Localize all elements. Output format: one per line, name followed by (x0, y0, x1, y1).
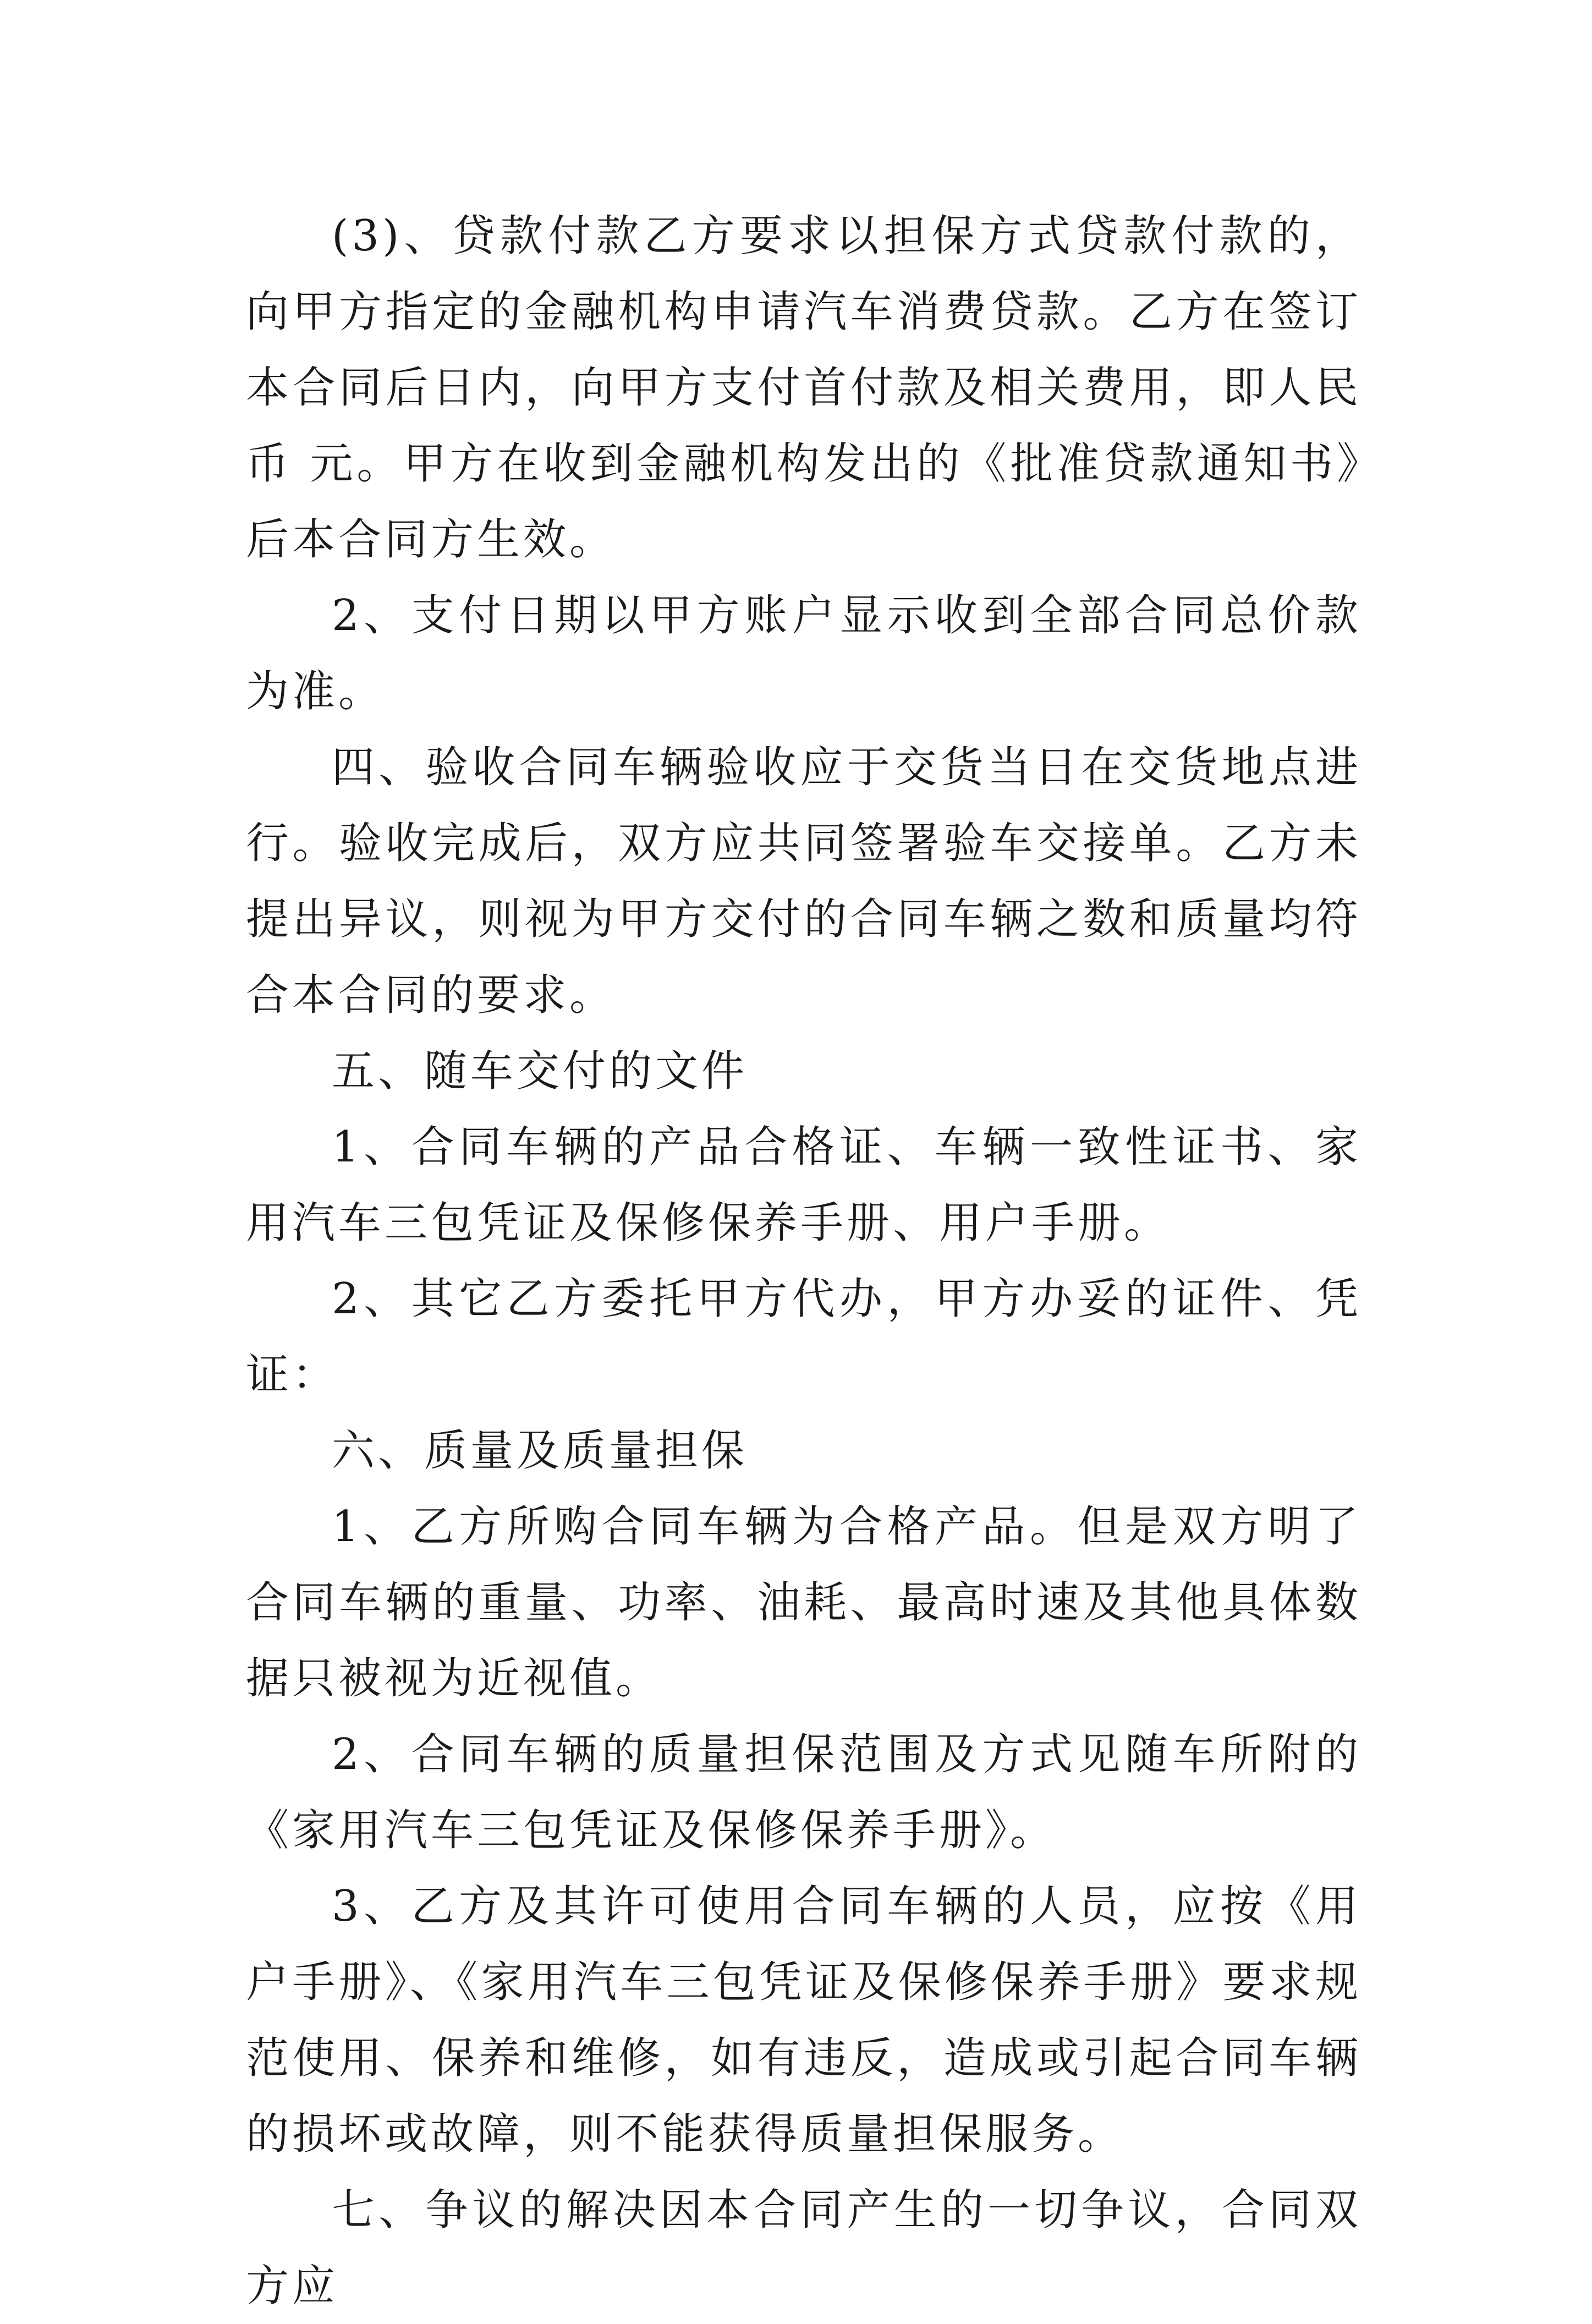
paragraph-quality-item-2: 2、合同车辆的质量担保范围及方式见随车所附的《家用汽车三包凭证及保修保养手册》。 (246, 1730, 1362, 1855)
paragraph-documents-item-1: 1、合同车辆的产品合格证、车辆一致性证书、家用汽车三包凭证及保修保养手册、用户手册。 (246, 1122, 1362, 1248)
paragraph-quality-item-1: 1、乙方所购合同车辆为合格产品。但是双方明了合同车辆的重量、功率、油耗、最高时速及其他具体数据只被视为近视值。 (246, 1502, 1362, 1703)
heading-section-5-documents: 五、随车交付的文件 (332, 1046, 748, 1096)
paragraph-section-4-acceptance: 四、验收合同车辆验收应于交货当日在交货地点进行。验收完成后，双方应共同签署验车交接单。乙方未提出异议，则视为甲方交付的合同车辆之数和质量均符合本合同的要求。 (246, 743, 1362, 1020)
heading-section-6-quality: 六、质量及质量担保 (332, 1426, 748, 1476)
paragraph-payment-date: 2、支付日期以甲方账户显示收到全部合同总价款为准。 (246, 591, 1362, 716)
paragraph-loan-payment: (3)、贷款付款乙方要求以担保方式贷款付款的，向甲方指定的金融机构申请汽车消费贷款。乙方在签订本合同后日内，向甲方支付首付款及相关费用，即人民币 元。甲方在收到金融机构发出的《批准贷款通知书》后本合同方生效。 (246, 211, 1362, 564)
paragraph-documents-item-2: 2、其它乙方委托甲方代办，甲方办妥的证件、凭证： (246, 1274, 1362, 1400)
contract-body-text (246, 198, 1362, 2324)
paragraph-section-7-disputes: 七、争议的解决因本合同产生的一切争议，合同双方应 (246, 2185, 1362, 2311)
paragraph-quality-item-3: 3、乙方及其许可使用合同车辆的人员，应按《用户手册》、《家用汽车三包凭证及保修保养手册》要求规范使用、保养和维修，如有违反，造成或引起合同车辆的损坏或故障，则不能获得质量担保服务。 (246, 1882, 1362, 2159)
